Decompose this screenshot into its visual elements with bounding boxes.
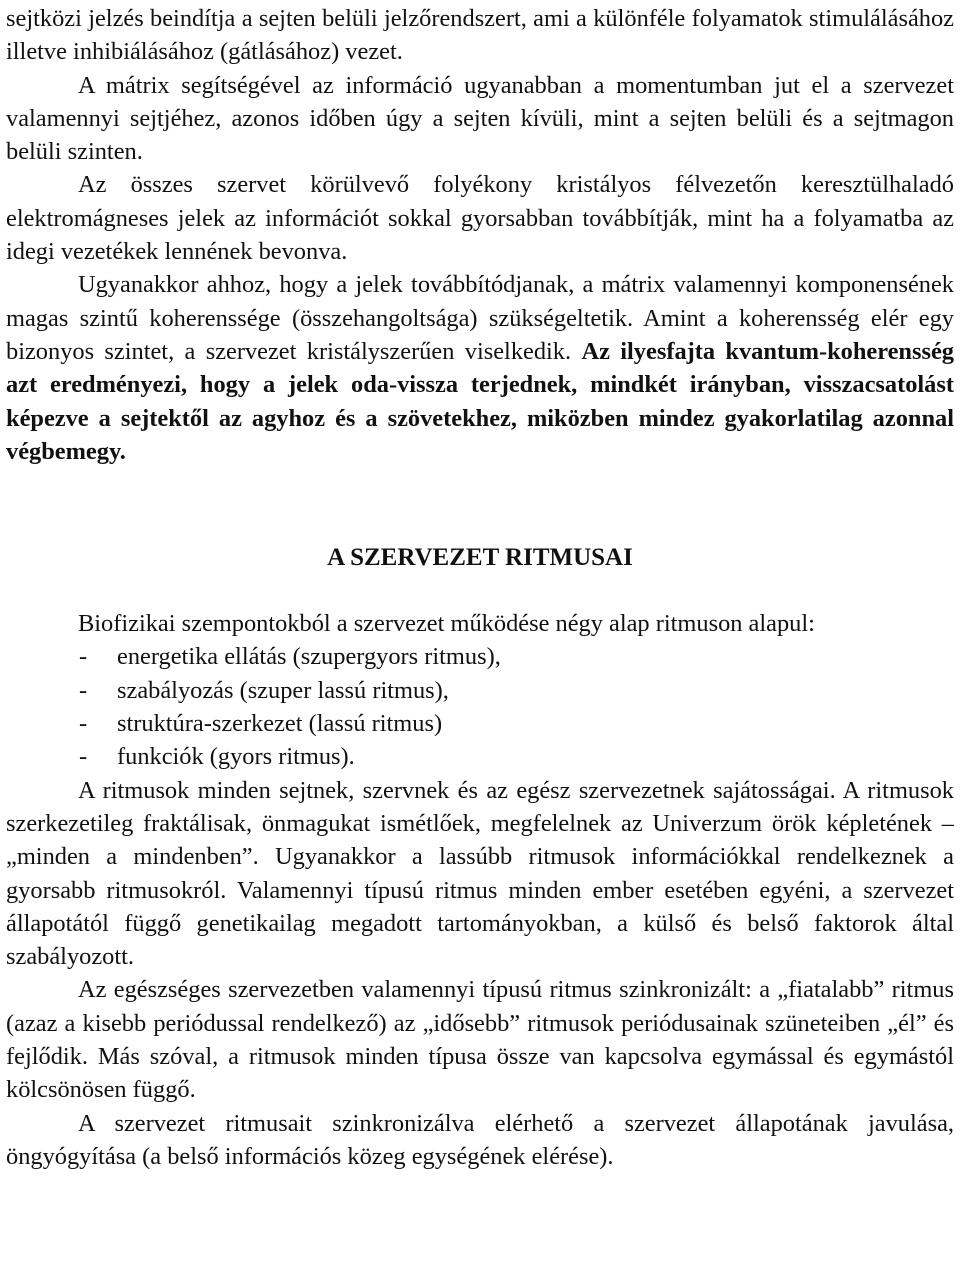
- coherence-bold-text: Az ilyesfajta kvantum-koherensség azt eredményezi, hogy a jelek oda-vissza terjednek, mindkét irányban, visszacsatolást képezve a sejtektől az agyhoz és a szövetekhez, miközben mindez gyakorlatilag azonnal végbemegy.: [6, 337, 955, 465]
- list-item: [6, 674, 954, 707]
- paragraph-electromagnetic: Az összes szervet körülvevő folyékony kristályos félvezetőn keresztülhaladó elektromágneses jelek az információt sokkal gyorsabban továbbítják, mint ha a folyamatba az idegi vezetékek lennének bevonva.: [6, 171, 954, 266]
- list-item: [6, 740, 954, 773]
- list-item-text: struktúra-szerkezet (lassú ritmus): [117, 710, 443, 738]
- list-item: [6, 640, 954, 673]
- list-dash: -: [79, 676, 88, 704]
- paragraph-rhythms-lead: Biofizikai szempontokból a szervezet működése négy alap ritmuson alapul:: [78, 610, 815, 638]
- paragraph-signal-intro: sejtközi jelzés beindítja a sejten belüli jelzőrendszert, ami a különféle folyamatok stimulálásához illetve inhibiálásához (gátlásához) vezet.: [6, 5, 954, 66]
- rhythm-list: [6, 640, 954, 773]
- paragraph-coherence: [6, 268, 954, 468]
- list-dash: -: [79, 710, 88, 738]
- list-item: [6, 707, 954, 740]
- list-dash: -: [79, 643, 88, 671]
- document-page: [0, 2, 960, 1173]
- paragraph-synchronization: A szervezet ritmusait szinkronizálva elérhető a szervezet állapotának javulása, öngyógyítása (a belső információs közeg egységének elérése).: [6, 1109, 954, 1170]
- list-item-text: funkciók (gyors ritmus).: [117, 743, 355, 771]
- paragraph-rhythm-properties: A ritmusok minden sejtnek, szervnek és az egész szervezetnek sajátosságai. A ritmusok szerkezetileg fraktálisak, önmagukat ismétlőek, megfelelnek az Univerzum örök képletének – „minden a mindenben”. Ugyanakkor a lassúbb ritmusok információkkal rendelkeznek a gyorsabb ritmusokról. Valamennyi típusú ritmus minden ember esetében egyéni, a szervezet állapotától függő genetikailag megadott tartományokban, a külső és belső faktorok által szabályozott.: [6, 776, 954, 971]
- paragraph-matrix: A mátrix segítségével az információ ugyanabban a momentumban jut el a szervezet valamennyi sejtjéhez, azonos időben úgy a sejten kívüli, mint a sejten belüli és a sejtmagon belüli szinten.: [6, 71, 954, 166]
- list-item-text: szabályozás (szuper lassú ritmus),: [117, 676, 449, 704]
- list-dash: -: [79, 743, 88, 771]
- coherence-text: Ugyanakkor ahhoz, hogy a jelek továbbítódjanak, a mátrix valamennyi komponensének magas szintű koherenssége (összehangoltsága) szükségeltetik. Amint a koherensség elér egy bizonyos szintet, a szervezet kristályszerűen viselkedik.: [6, 271, 954, 365]
- section-heading: A SZERVEZET RITMUSAI: [327, 544, 633, 572]
- paragraph-healthy-organism: Az egészséges szervezetben valamennyi típusú ritmus szinkronizált: a „fiatalabb” ritmus (azaz a kisebb periódussal rendelkező) az „idősebb” ritmusok periódusainak szüneteiben „él” és fejlődik. Más szóval, a ritmusok minden típusa össze van kapcsolva egymással és egymástól kölcsönösen függő.: [6, 976, 954, 1104]
- list-item-text: energetika ellátás (szupergyors ritmus),: [117, 643, 501, 671]
